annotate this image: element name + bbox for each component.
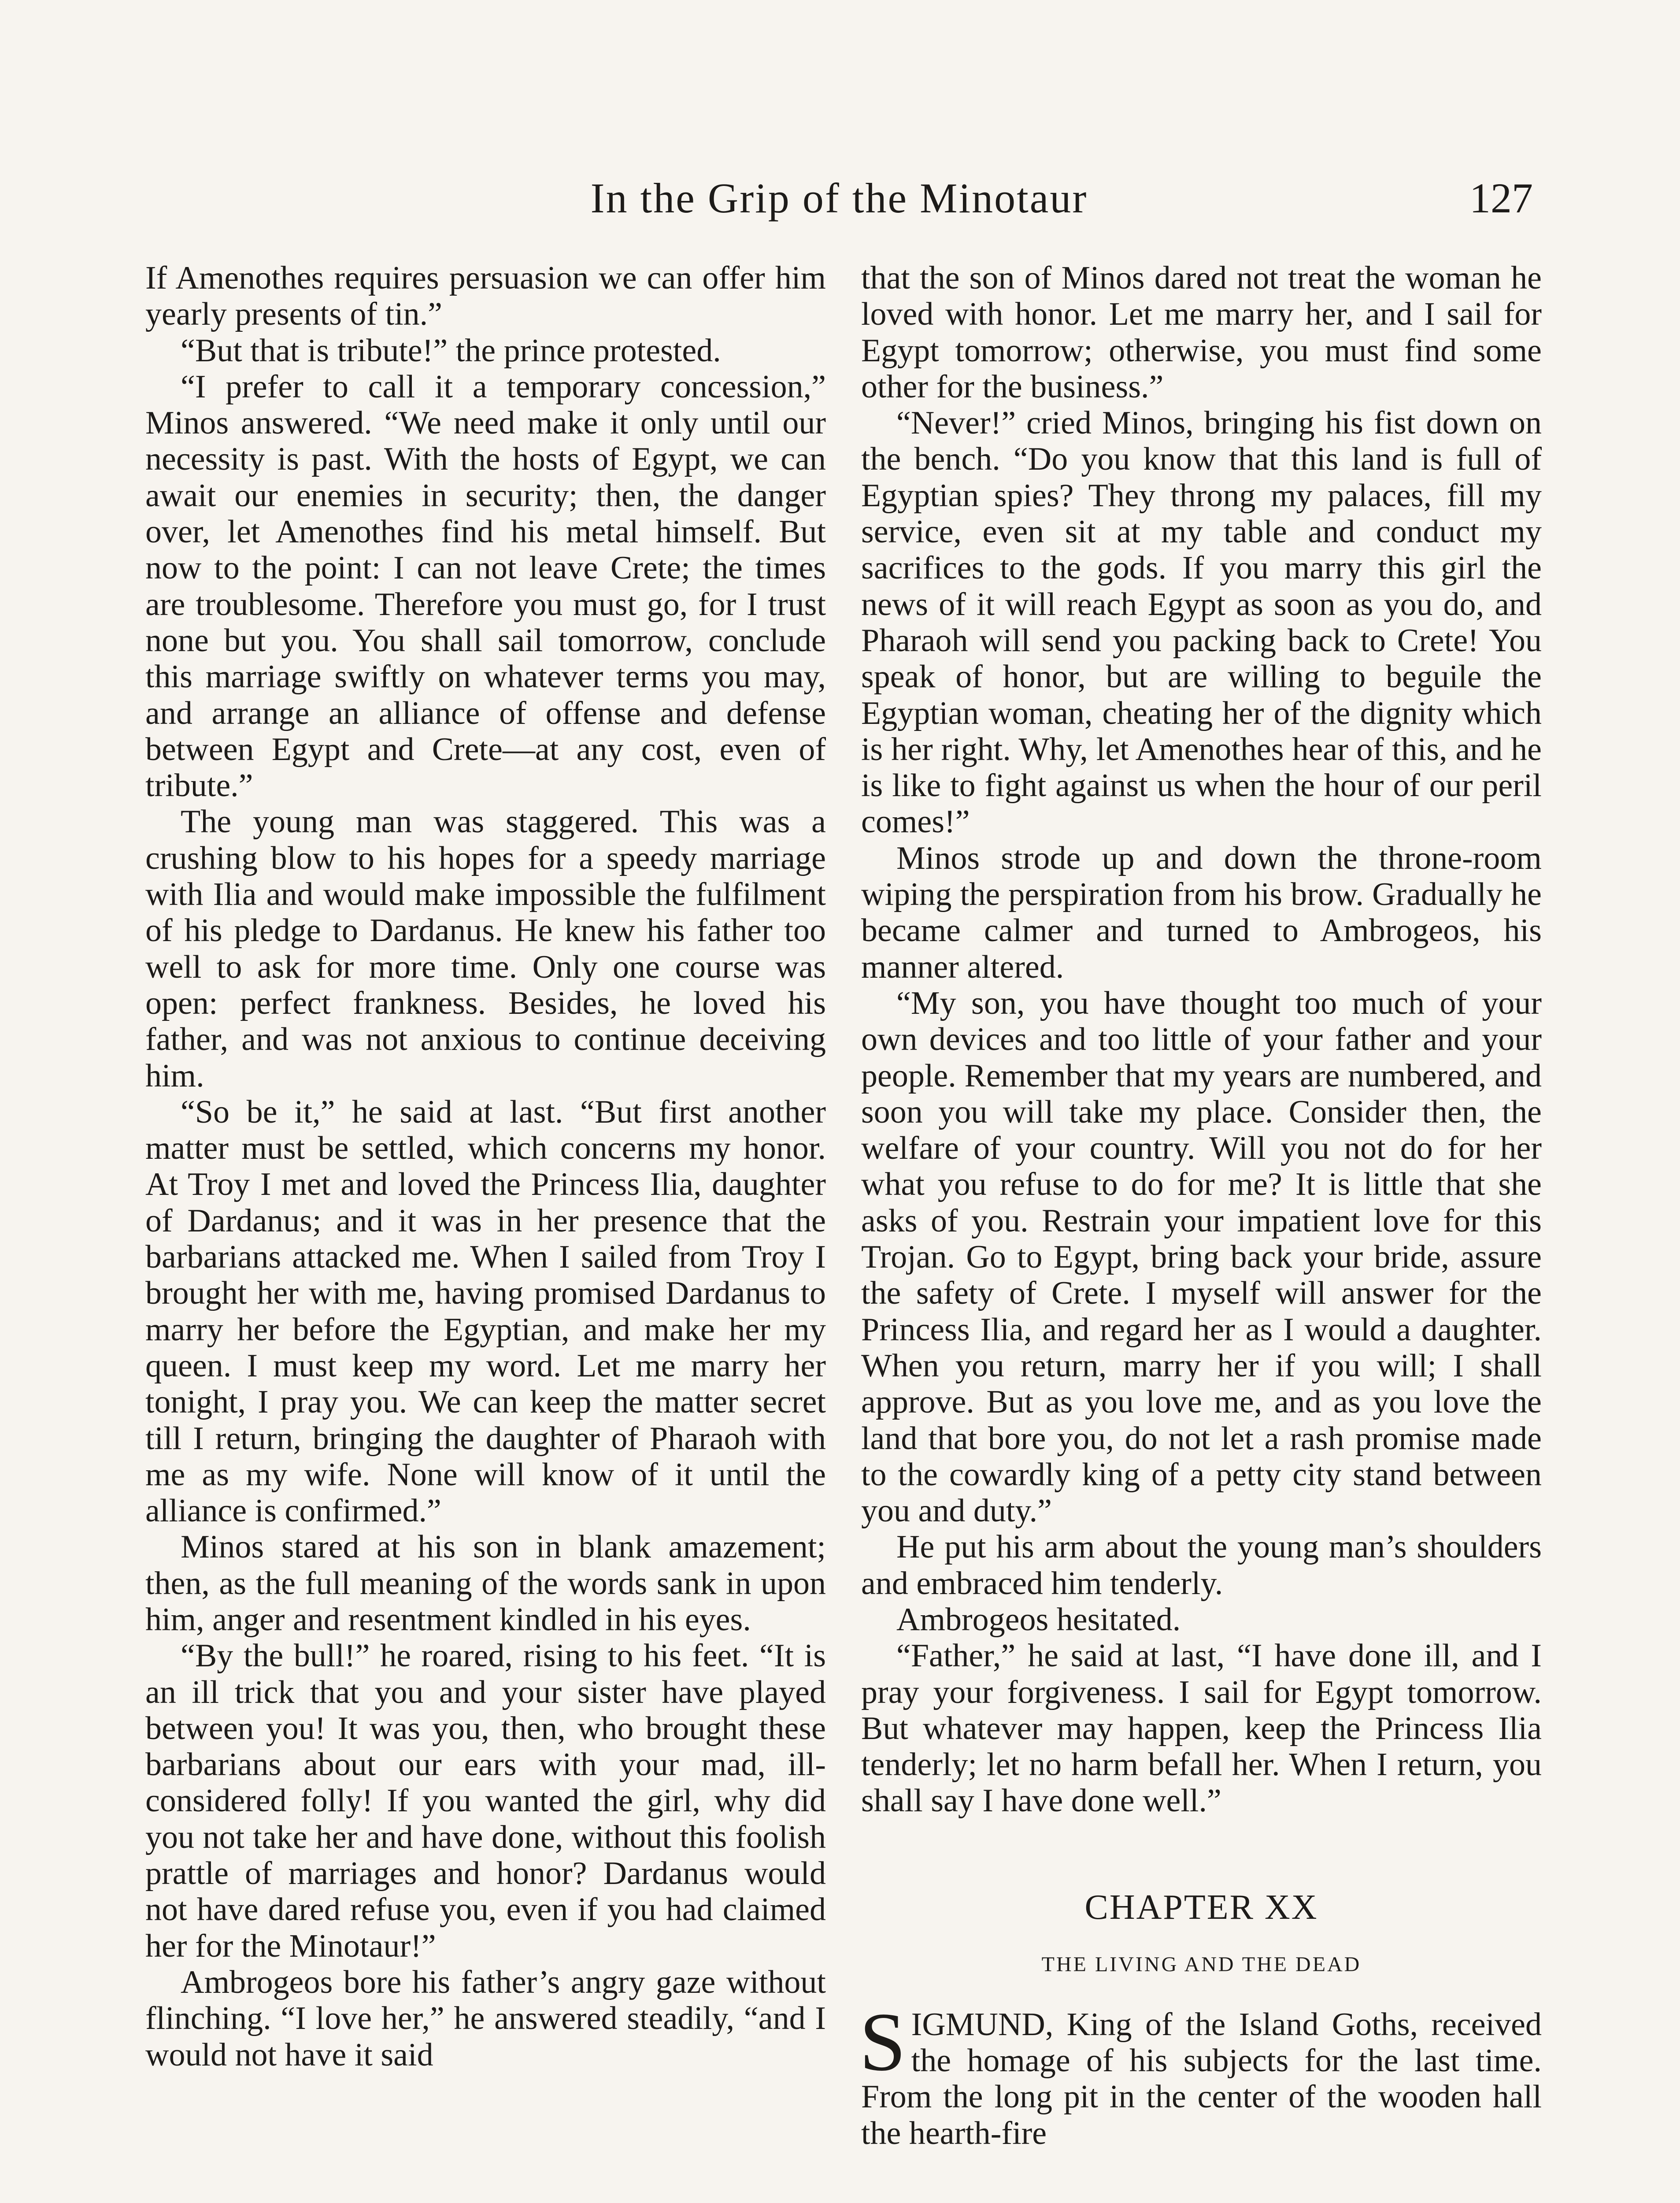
paragraph: “My son, you have thought too much of your own devices and too little of your father and your people. Remember that my years are numbered, and soon you will take my place. Consider then, the welfare of your country. Will you not do for her what you refuse to do for me? It is little that she asks of you. Restrain your impatient love for this Trojan. Go to Egypt, bring back your bride, assure the safety of Crete. I myself will answer for the Princess Ilia, and regard her as I would a daughter. When you return, marry her if you will; I shall approve. But as you love me, and as you love the land that bore you, do not let a rash promise made to the cowardly king of a petty city stand between you and duty.” bbox=[861, 985, 1542, 1529]
paragraph: The young man was staggered. This was a crushing blow to his hopes for a speedy marriage with Ilia and would make impossible the fulfilment of his pledge to Dardanus. He knew his father too well to ask for more time. Only one course was open: perfect frankness. Besides, he loved his father, and was not anxious to continue deceiving him. bbox=[145, 804, 826, 1094]
chapter-title: CHAPTER XX bbox=[1084, 1888, 1318, 1927]
paragraph: He put his arm about the young man’s shoulders and embraced him tenderly. bbox=[861, 1529, 1542, 1602]
left-column bbox=[145, 260, 826, 2073]
paragraph: Ambrogeos bore his father’s angry gaze without flinching. “I love her,” he answered steadily, “and I would not have it said bbox=[145, 1964, 826, 2073]
paragraph: If Amenothes requires persuasion we can offer him yearly presents of tin.” bbox=[145, 260, 826, 333]
running-title: In the Grip of the Minotaur bbox=[590, 174, 1088, 222]
paragraph-continuation: that the son of Minos dared not treat the woman he loved with honor. Let me marry her, and I sail for Egypt tomorrow; otherwise, you must find some other for the business.” bbox=[861, 260, 1542, 405]
paragraph: “I prefer to call it a temporary concession,” Minos answered. “We need make it only until our necessity is past. With the hosts of Egypt, we can await our enemies in security; then, the danger over, let Amenothes find his metal himself. But now to the point: I can not leave Crete; the times are troublesome. Therefore you must go, for I trust none but you. You shall sail tomorrow, conclude this marriage swiftly on whatever terms you may, and arrange an alliance of offense and defense between Egypt and Crete—at any cost, even of tribute.” bbox=[145, 368, 826, 804]
paragraph: Minos strode up and down the throne-room wiping the perspiration from his brow. Gradually he became calmer and turned to Ambrogeos, his manner altered. bbox=[861, 840, 1542, 985]
chapter-subtitle: THE LIVING AND THE DEAD bbox=[1041, 1952, 1362, 1976]
paragraph: Minos stared at his son in blank amazement; then, as the full meaning of the words sank in upon him, anger and resentment kindled in his eyes. bbox=[145, 1529, 826, 1638]
paragraph: Ambrogeos hesitated. bbox=[896, 1601, 1181, 1638]
chapter-opening-text: IGMUND, King of the Island Goths, received the homage of his subjects for the last time. From the long pit in the center of the wooden hall the hearth-fire bbox=[861, 2006, 1542, 2151]
paragraph: “So be it,” he said at last. “But first another matter must be settled, which concerns my honor. At Troy I met and loved the Princess Ilia, daughter of Dardanus; and it was in her presence that the barbarians attacked me. When I sailed from Troy I brought her with me, having promised Dardanus to marry her before the Egyptian, and make her my queen. I must keep my word. Let me marry her tonight, I pray you. We can keep the matter secret till I return, bringing the daughter of Pharaoh with me as my wife. None will know of it until the alliance is confirmed.” bbox=[145, 1094, 826, 1529]
page-number: 127 bbox=[1469, 174, 1533, 222]
right-column bbox=[861, 260, 1542, 2151]
paragraph: “But that is tribute!” the prince protested. bbox=[181, 332, 721, 369]
paragraph: “Father,” he said at last, “I have done ill, and I pray your forgiveness. I sail for Egypt tomorrow. But whatever may happen, keep the Princess Ilia tenderly; let no harm befall her. When I return, you shall say I have done well.” bbox=[861, 1638, 1542, 1819]
chapter-opening-paragraph bbox=[859, 1995, 1542, 2151]
drop-cap: S bbox=[859, 1995, 906, 2088]
running-header bbox=[145, 167, 1533, 229]
paragraph: “By the bull!” he roared, rising to his feet. “It is an ill trick that you and your sister have played between you! It was you, then, who brought these barbarians about our ears with your mad, ill-considered folly! If you wanted the girl, why did you not take her and have done, without this foolish prattle of marriages and honor? Dardanus would not have dared refuse you, even if you had claimed her for the Minotaur!” bbox=[145, 1638, 826, 1964]
paragraph: “Never!” cried Minos, bringing his fist down on the bench. “Do you know that this land is full of Egyptian spies? They throng my palaces, fill my service, even sit at my table and conduct my sacrifices to the gods. If you marry this girl the news of it will reach Egypt as soon as you do, and Pharaoh will send you packing back to Crete! You speak of honor, but are willing to beguile the Egyptian woman, cheating her of the dignity which is her right. Why, let Amenothes hear of this, and he is like to fight against us when the hour of our peril comes!” bbox=[861, 405, 1542, 840]
